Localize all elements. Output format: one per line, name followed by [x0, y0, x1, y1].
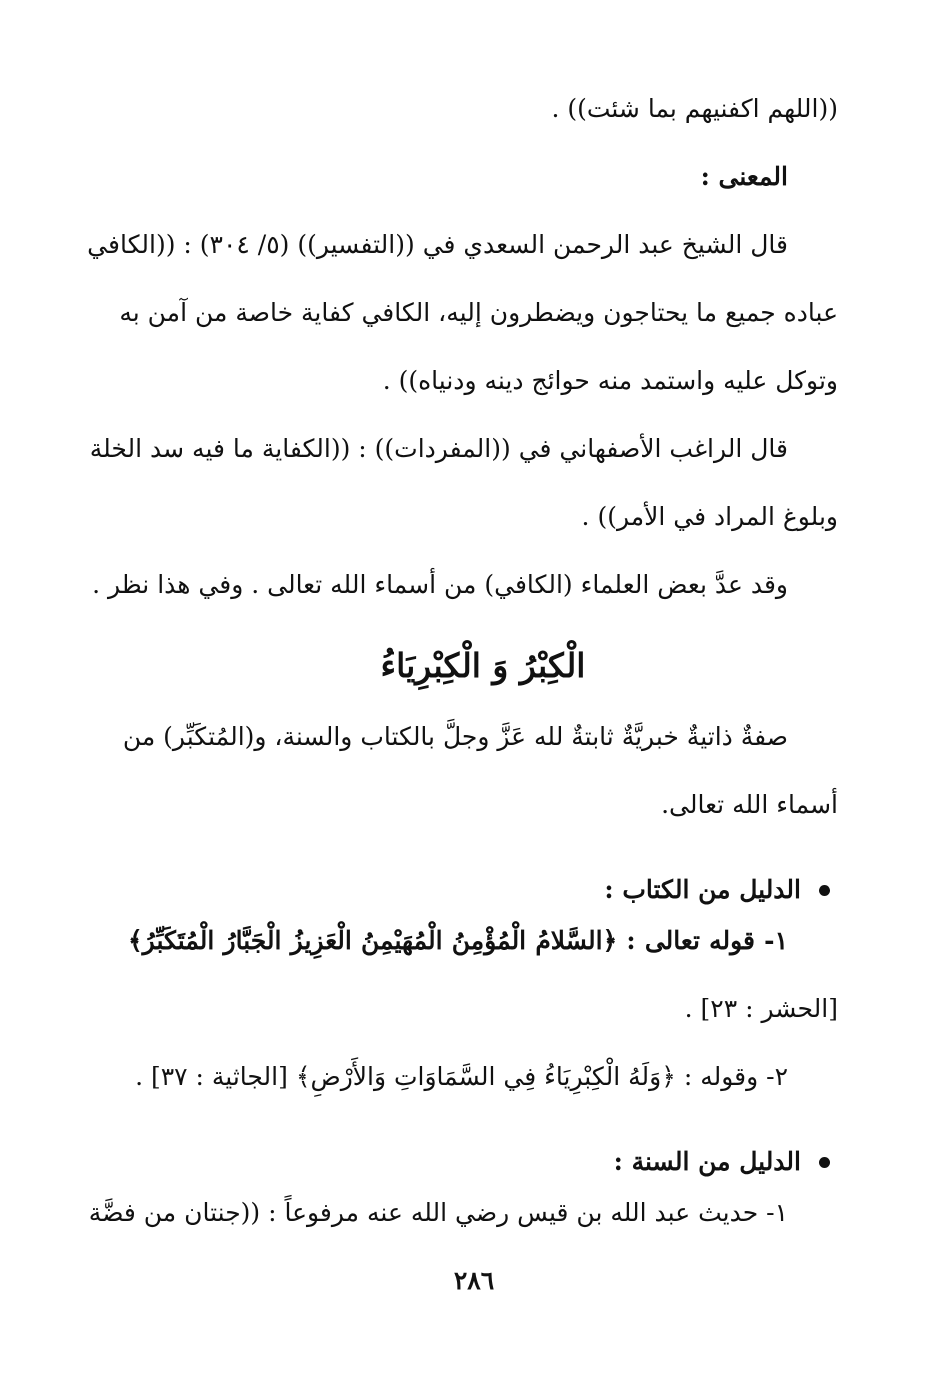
page-number: ٢٨٦ — [453, 1266, 495, 1295]
verse-2-line: ٢- وقوله : ﴿وَلَهُ الْكِبْرِيَاءُ فِي السَّمَاوَاتِ وَالأَرْضِ﴾ [الجاثية : ٣٧] . — [135, 1062, 788, 1091]
saadi-quote-line-3: وتوكل عليه واستمد منه حوائج دينه ودنياه)) . — [382, 366, 838, 395]
verse-1-line-2: [الحشر : ٢٣] . — [684, 994, 838, 1023]
dua-line: ((اللهم اكفنيهم بما شئت)) . — [551, 94, 838, 123]
raghib-quote-line-1: قال الراغب الأصفهاني في ((المفردات)) : ((الكفاية ما فيه سد الخلة — [89, 434, 788, 463]
saadi-quote-line-1: قال الشيخ عبد الرحمن السعدي في ((التفسير)) (٥/ ٣٠٤) : ((الكافي — [87, 230, 788, 259]
evidence-sunnah-label: الدليل من السنة : — [613, 1147, 801, 1176]
hadith-line-1: ١- حديث عبد الله بن قيس رضي الله عنه مرفوعاً : ((جنتان من فضَّة — [88, 1198, 788, 1227]
saadi-quote-line-2: عباده جميع ما يحتاجون ويضطرون إليه، الكافي كفاية خاصة من آمن به — [119, 298, 838, 327]
bullet-dot-icon — [819, 885, 830, 896]
description-line-2: أسماء الله تعالى. — [661, 790, 838, 819]
note-line: وقد عدَّ بعض العلماء (الكافي) من أسماء الله تعالى . وفي هذا نظر . — [92, 570, 788, 599]
verse-1-line-1: ١- قوله تعالى : ﴿السَّلامُ الْمُؤْمِنُ الْمُهَيْمِنُ الْعَزِيزُ الْجَبَّارُ الْمُتَكَبِّرُ﴾ — [128, 926, 788, 955]
meaning-label: المعنى : — [700, 162, 788, 191]
evidence-book-heading — [128, 856, 838, 924]
page-body — [87, 92, 838, 1264]
evidence-book-label: الدليل من الكتاب : — [604, 875, 801, 904]
description-line-1: صفةٌ ذاتيةٌ خبريَّةٌ ثابتةٌ لله عَزَّ وجلَّ بالكتاب والسنة، و(المُتكَبِّر) من — [122, 722, 788, 751]
section-title: الْكِبْرُ وَ الْكِبْرِيَاءُ — [380, 646, 586, 685]
bullet-dot-icon — [819, 1157, 830, 1168]
evidence-sunnah-heading — [128, 1128, 838, 1196]
raghib-quote-line-2: وبلوغ المراد في الأمر)) . — [581, 502, 838, 531]
